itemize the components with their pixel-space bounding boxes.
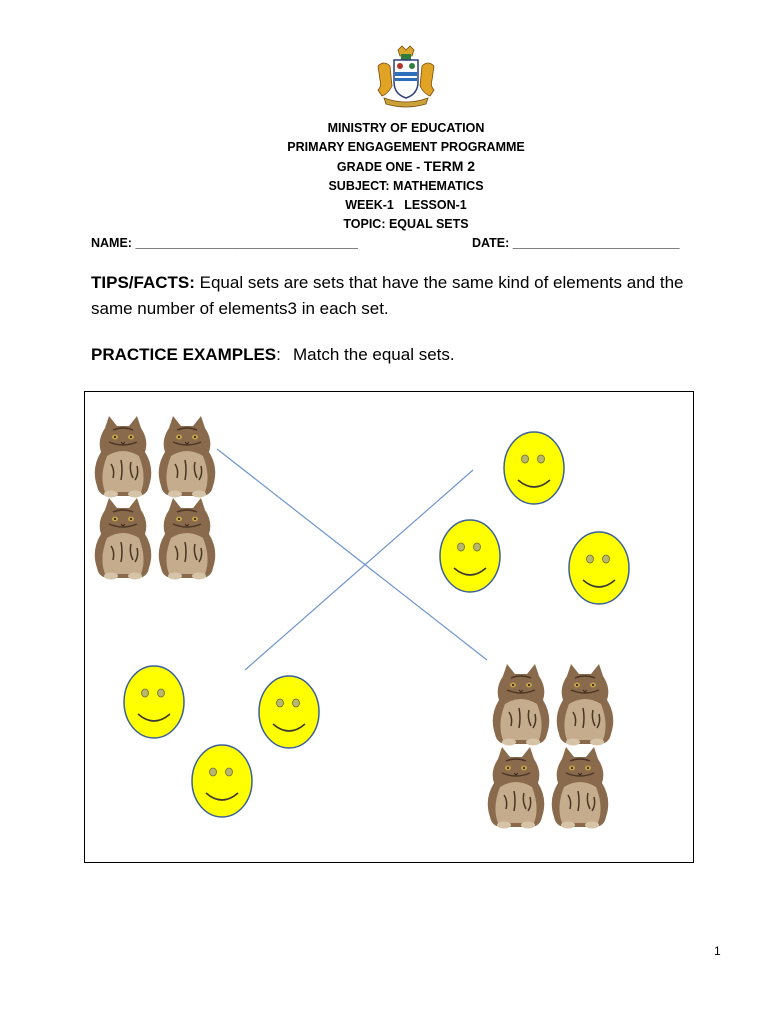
smiley-face-icon — [192, 745, 252, 817]
tips-text: Equal sets are sets that have the same kind of elements and the same number of elements3 in each set. — [91, 273, 684, 318]
cat-icon — [493, 664, 550, 746]
topic-line: TOPIC: EQUAL SETS — [343, 217, 469, 231]
tips-paragraph — [91, 270, 721, 322]
grade-label: GRADE ONE - — [336, 160, 424, 174]
smiley-face-icon — [569, 532, 629, 604]
date-field[interactable]: ________________________ — [512, 236, 680, 250]
smiley-face-icon — [440, 520, 500, 592]
smiley-face-icon — [124, 666, 184, 738]
cat-icon — [552, 747, 609, 829]
week-lesson-line: WEEK-1 LESSON-1 — [345, 198, 467, 212]
practice-heading — [91, 344, 731, 366]
cat-icon — [557, 664, 614, 746]
practice-instruction: Match the equal sets. — [293, 345, 455, 364]
matching-activity-box — [84, 391, 694, 863]
match-line-smileys[interactable] — [245, 470, 473, 670]
practice-colon: : — [276, 345, 281, 364]
smiley-set-bottom-left — [124, 666, 319, 817]
cat-icon — [488, 747, 545, 829]
page-number: 1 — [714, 944, 721, 958]
cat-set-bottom-right — [488, 664, 614, 829]
tips-label: TIPS/FACTS: — [91, 273, 195, 292]
smiley-face-icon — [504, 432, 564, 504]
grade-term — [0, 158, 768, 175]
date-group — [472, 235, 680, 251]
name-label: NAME: — [91, 236, 132, 250]
cat-icon — [159, 498, 216, 580]
cat-set-top-left — [95, 416, 216, 580]
term-label: TERM 2 — [423, 158, 476, 174]
cat-icon — [159, 416, 216, 498]
name-field[interactable]: ________________________________ — [135, 236, 358, 250]
subject-line: SUBJECT: MATHEMATICS — [328, 179, 484, 193]
practice-label: PRACTICE EXAMPLES — [91, 345, 277, 364]
cat-icon — [95, 498, 152, 580]
date-label: DATE: — [472, 236, 510, 250]
programme-title: PRIMARY ENGAGEMENT PROGRAMME — [287, 140, 525, 154]
coat-of-arms-icon — [374, 44, 438, 108]
ministry-title: MINISTRY OF EDUCATION — [327, 121, 485, 135]
smiley-set-top-right — [440, 432, 629, 604]
smiley-face-icon — [259, 676, 319, 748]
cat-icon — [95, 416, 152, 498]
student-info-row — [91, 235, 691, 251]
